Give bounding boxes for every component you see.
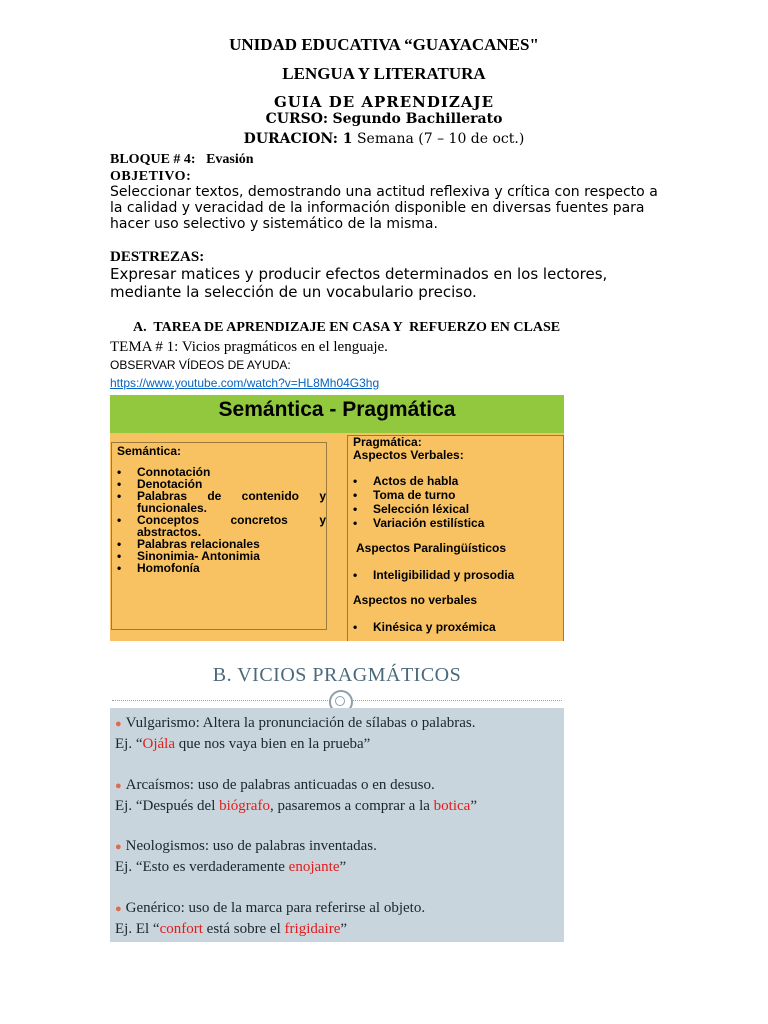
example-text: ” <box>339 859 347 875</box>
example-text: Ej. “Después del <box>115 798 220 814</box>
nonverbal-list <box>348 621 563 633</box>
example-text: ” <box>470 798 477 814</box>
example-highlight: botica <box>433 798 471 814</box>
figure-title: Semántica - Pragmática <box>218 398 456 421</box>
list-item: • Sinonimia- Antonimia <box>112 550 326 562</box>
course-line <box>0 111 768 127</box>
vicio-item <box>115 898 563 939</box>
list-item: • Selección léxical <box>348 502 563 516</box>
example-highlight: biógrafo <box>219 798 270 814</box>
list-item: • Denotación <box>112 478 326 490</box>
duration-value: Semana (7 – 10 de oct.) <box>356 131 525 147</box>
duration-label: DURACION: 1 <box>243 131 353 147</box>
list-item: • Actos de habla <box>348 474 563 488</box>
verbal-heading: Aspectos Verbales: <box>353 448 464 462</box>
objective-heading: OBJETIVO: <box>110 169 192 184</box>
vicio-item <box>115 836 563 877</box>
example-text: Ej. “ <box>115 736 143 752</box>
nonverbal-heading: Aspectos no verbales <box>353 593 478 607</box>
course-value: Segundo Bachillerato <box>332 111 503 127</box>
example-text: Ej. El “ <box>115 921 160 937</box>
list-item: • Variación estilística <box>348 516 563 530</box>
skills-heading: DESTREZAS: <box>110 249 205 265</box>
vicio-definition: Vulgarismo: Altera la pronunciación de sílabas o palabras. <box>125 715 476 731</box>
semantica-pragmatica-figure <box>110 395 564 641</box>
paralinguistic-list <box>348 569 563 581</box>
pragmatica-box <box>347 435 564 641</box>
example-highlight: enojante <box>288 859 340 875</box>
vicio-item <box>115 713 563 754</box>
list-item: • Inteligibilidad y prosodia <box>348 569 563 581</box>
video-link[interactable]: https://www.youtube.com/watch?v=HL8Mh04G3hg <box>110 376 380 390</box>
slide-body <box>110 708 564 942</box>
example-text: ” <box>340 921 348 937</box>
bullet-icon: ● <box>115 903 122 915</box>
slide-title: B. VICIOS PRAGMÁTICOS <box>212 664 462 686</box>
list-item: • Connotación <box>112 466 326 478</box>
list-item: • Palabras de contenido y funcionales. <box>112 490 326 514</box>
topic-line: TEMA # 1: Vicios pragmáticos en el lenguaje. <box>110 339 388 355</box>
block-heading: BLOQUE # 4: Evasión <box>110 152 254 167</box>
task-heading: A. TAREA DE APRENDIZAJE EN CASA Y REFUERZO EN CLASE <box>133 320 561 335</box>
list-item: • Conceptos concretos y abstractos. <box>112 514 326 538</box>
semantica-box <box>111 442 327 630</box>
list-item: • Homofonía <box>112 562 326 574</box>
bullet-icon: ● <box>115 718 122 730</box>
example-text: que nos vaya bien en la prueba” <box>174 736 371 752</box>
example-text: , pasaremos a comprar a la <box>269 798 434 814</box>
verbal-list <box>348 474 563 530</box>
example-highlight: confort <box>159 921 203 937</box>
vicio-definition: Neologismos: uso de palabras inventadas. <box>125 838 377 854</box>
objective-text: Seleccionar textos, demostrando una actitud reflexiva y crítica con respecto a la calidad y veracidad de la información disponible en diversas fuentes para hacer uso selectivo y sistemático de la misma. <box>110 184 658 232</box>
skills-text: Expresar matices y producir efectos determinados en los lectores, mediante la selección de un vocabulario preciso. <box>110 265 608 301</box>
bullet-icon: ● <box>115 780 122 792</box>
course-label: CURSO: <box>265 111 329 127</box>
subject-title: LENGUA Y LITERATURA <box>282 64 486 83</box>
duration-line <box>0 131 768 147</box>
semantica-list <box>112 466 326 574</box>
observe-videos-label: OBSERVAR VÍDEOS DE AYUDA: <box>110 358 291 372</box>
pragmatica-heading: Pragmática: <box>353 435 422 449</box>
vicios-pragmaticos-slide <box>110 650 564 942</box>
semantica-heading: Semántica: <box>117 444 182 458</box>
vicio-definition: Genérico: uso de la marca para referirse al objeto. <box>125 900 426 916</box>
vicio-item <box>115 775 563 816</box>
list-item: • Toma de turno <box>348 488 563 502</box>
example-highlight: frigidaire <box>284 921 341 937</box>
example-highlight: Ojála <box>142 736 175 752</box>
example-text: Ej. “Esto es verdaderamente <box>115 859 289 875</box>
list-item: • Kinésica y proxémica <box>348 621 563 633</box>
guide-title: GUIA DE APRENDIZAJE <box>273 93 495 111</box>
list-item: • Palabras relacionales <box>112 538 326 550</box>
school-title: UNIDAD EDUCATIVA “GUAYACANES" <box>229 35 539 54</box>
example-text: está sobre el <box>202 921 285 937</box>
paralinguistic-heading: Aspectos Paralingüísticos <box>356 541 507 555</box>
vicio-definition: Arcaísmos: uso de palabras anticuadas o en desuso. <box>125 777 435 793</box>
bullet-icon: ● <box>115 841 122 853</box>
